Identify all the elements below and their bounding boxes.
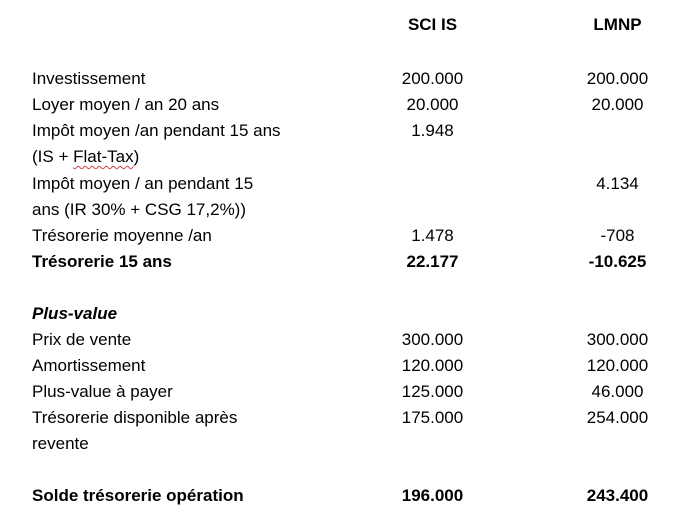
- row-label-tresorerie-15: Trésorerie 15 ans: [32, 252, 172, 271]
- value-lmnp-loyer: 20.000: [591, 95, 644, 114]
- header-sci-is: SCI IS: [407, 15, 458, 34]
- row-label-tresorerie-dispo-cont: revente: [32, 434, 89, 453]
- row-label-loyer: Loyer moyen / an 20 ans: [32, 95, 220, 114]
- row-label-tresorerie-moyenne: Trésorerie moyenne /an: [32, 226, 212, 245]
- value-sci-plus-value-payer: 125.000: [401, 382, 464, 401]
- value-lmnp-tresorerie-dispo: 254.000: [586, 408, 649, 427]
- value-sci-loyer: 20.000: [406, 95, 459, 114]
- impot-is-prefix: (IS +: [32, 147, 74, 166]
- row-label-investissement: Investissement: [32, 69, 146, 88]
- value-lmnp-amortissement: 120.000: [586, 356, 649, 375]
- row-label-plus-value-payer: Plus-value à payer: [32, 382, 173, 401]
- row-label-impot-ir-cont: ans (IR 30% + CSG 17,2%)): [32, 200, 247, 219]
- row-label-solde: Solde trésorerie opération: [32, 486, 244, 505]
- impot-is-suffix: ): [133, 147, 140, 166]
- row-label-prix-vente: Prix de vente: [32, 330, 132, 349]
- section-title-plus-value: Plus-value: [32, 304, 118, 323]
- value-sci-tresorerie-15: 22.177: [406, 252, 459, 271]
- value-lmnp-impot-ir: 4.134: [596, 174, 639, 193]
- row-label-impot-ir: Impôt moyen / an pendant 15: [32, 174, 254, 193]
- value-sci-solde: 196.000: [401, 486, 464, 505]
- row-label-impot-is-cont: [32, 144, 139, 170]
- value-lmnp-investissement: 200.000: [586, 69, 649, 88]
- value-lmnp-solde: 243.400: [586, 486, 649, 505]
- value-lmnp-tresorerie-15: -10.625: [588, 252, 647, 271]
- value-lmnp-prix-vente: 300.000: [586, 330, 649, 349]
- value-sci-tresorerie-dispo: 175.000: [401, 408, 464, 427]
- value-sci-tresorerie-moyenne: 1.478: [411, 226, 454, 245]
- row-label-amortissement: Amortissement: [32, 356, 146, 375]
- value-sci-amortissement: 120.000: [401, 356, 464, 375]
- value-sci-investissement: 200.000: [401, 69, 464, 88]
- value-lmnp-plus-value-payer: 46.000: [591, 382, 644, 401]
- value-sci-prix-vente: 300.000: [401, 330, 464, 349]
- row-label-tresorerie-dispo: Trésorerie disponible après: [32, 408, 238, 427]
- row-label-impot-is: Impôt moyen /an pendant 15 ans: [32, 121, 281, 140]
- value-lmnp-tresorerie-moyenne: -708: [600, 226, 635, 245]
- flat-tax-text: Flat-Tax: [73, 147, 134, 166]
- value-sci-impot-is: 1.948: [411, 121, 454, 140]
- header-lmnp: LMNP: [593, 15, 642, 34]
